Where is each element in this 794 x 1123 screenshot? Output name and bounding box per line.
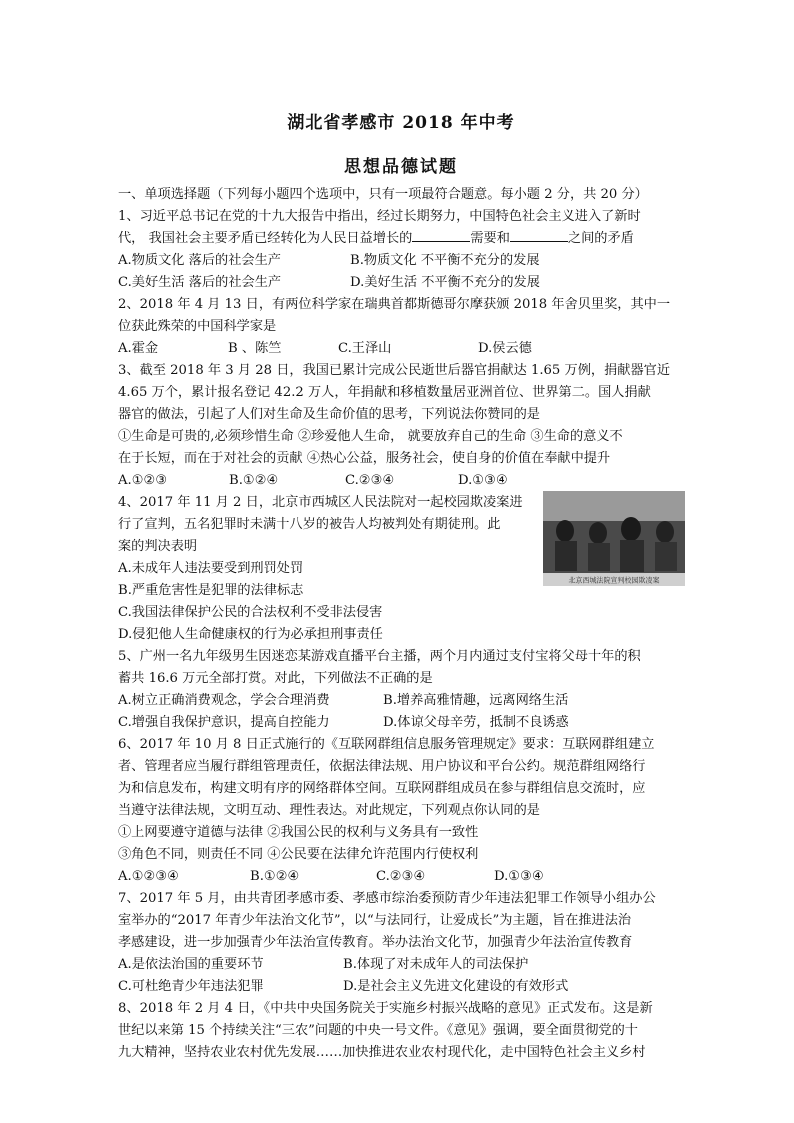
photo-person (655, 542, 677, 571)
q5-stem-line: 5、广州一名九年级男生因迷恋某游戏直播平台主播，两个月内通过支付宝将父母十年的积 (118, 649, 641, 664)
page-subtitle: 思想品德试题 (344, 157, 458, 177)
q6-options (118, 866, 684, 888)
q3-option-d: D.①③④ (458, 473, 508, 488)
q5-option-b: B.增养高雅情趣，远离网络生活 (383, 693, 569, 708)
question-list (118, 184, 684, 1064)
q7-option-d: D.是社会主义先进文化建设的有效形式 (343, 979, 569, 994)
q4-option-c: C.我国法律保护公民的合法权利不受非法侵害 (118, 605, 383, 620)
q4-option-b: B.严重危害性是犯罪的法律标志 (118, 583, 304, 598)
q3-stem-line: 4.65 万个，累计报名登记 42.2 万人，年捐献和移植数量居亚洲首位、世界第二。国人捐献 (118, 385, 651, 400)
photo-person (555, 541, 577, 571)
q6-stem-line: 者、管理者应当履行群组管理责任，依据法律法规、用户协议和平台公约。规范群组网络行 (118, 759, 646, 774)
photo-wall (543, 491, 685, 521)
q5-option-a: A.树立正确消费观念，学会合理消费 (118, 693, 330, 708)
q7-options (118, 954, 684, 976)
q2-option-b: B 、陈竺 (228, 341, 282, 356)
q1-option-c: C.美好生活 落后的社会生产 (118, 275, 282, 290)
q6-stem-line: ③角色不同，则责任不同 ④公民要在法律允许范围内行使权利 (118, 847, 479, 862)
courtroom-photo-drawing (543, 491, 685, 586)
q2-stem-line: 2、2018 年 4 月 13 日，有两位科学家在瑞典首都斯德哥尔摩获颁 2018 年舍贝里奖，其中一 (118, 297, 671, 312)
q7-option-a: A.是依法治国的重要环节 (118, 957, 264, 972)
q7-options (118, 976, 684, 998)
q4-stem-line: 行了宣判，五名犯罪时未满十八岁的被告人均被判处有期徒刑。此 (118, 517, 501, 532)
q7-option-b: B.体现了对未成年人的司法保护 (343, 957, 529, 972)
photo-person (556, 520, 574, 542)
q6-option-a: A.①②③④ (118, 869, 180, 884)
page-title: 湖北省孝感市 2018 年中考 (287, 113, 515, 133)
q6-stem-line: 当遵守法律法规，文明互动、理性表达。对此规定，下列观点你认同的是 (118, 803, 540, 818)
photo-caption: 北京西城法院宣判校园欺凌案 (568, 576, 660, 585)
q1-blank-2 (510, 228, 568, 242)
q2-option-d: D.侯云德 (478, 341, 532, 356)
q8-stem-line: 8、2018 年 2 月 4 日，《中共中央国务院关于实施乡村振兴战略的意见》正式发布。这是新 (118, 1001, 653, 1016)
section-heading: 一、单项选择题（下列每小题四个选项中，只有一项最符合题意。每小题 2 分，共 20 分） (118, 187, 648, 202)
q3-stem-line: 3、截至 2018 年 3 月 28 日，我国已累计完成公民逝世后器官捐献达 1.65 万例，捐献器官近 (118, 363, 671, 378)
q5-options (118, 712, 684, 734)
q3-stem-line: ①生命是可贵的,必须珍惜生命 ②珍爱他人生命， 就要放弃自己的生命 ③生命的意义不 (118, 429, 623, 444)
q2-options (118, 338, 684, 360)
q1-stem-text: 需要和 (470, 231, 510, 246)
q1-option-b: B.物质文化 不平衡不充分的发展 (350, 253, 540, 268)
q1-option-a: A.物质文化 落后的社会生产 (118, 253, 281, 268)
q3-option-c: C.②③④ (345, 473, 395, 488)
q2-option-c: C.王泽山 (338, 341, 392, 356)
q1-stem-text: 之间的矛盾 (567, 231, 634, 246)
q6-stem-line: ①上网要遵守道德与法律 ②我国公民的权利与义务具有一致性 (118, 825, 479, 840)
q3-stem-line: 器官的做法，引起了人们对生命及生命价值的思考，下列说法你赞同的是 (118, 407, 540, 422)
q1-stem-text: 代， 我国社会主要矛盾已经转化为人民日益增长的 (118, 231, 413, 246)
q3-option-a: A.①②③ (118, 473, 168, 488)
q1-option-d: D.美好生活 不平衡不充分的发展 (350, 275, 540, 290)
q1-stem-line: 1、习近平总书记在党的十九大报告中指出，经过长期努力，中国特色社会主义进入了新时 (118, 209, 641, 224)
q4-stem-line: 案的判决表明 (118, 539, 198, 554)
q4-stem-line: 4、2017 年 11 月 2 日，北京市西城区人民法院对一起校园欺凌案进 (118, 495, 523, 510)
q5-option-d: D.体谅父母辛劳，抵制不良诱惑 (383, 715, 569, 730)
q1-stem-line (118, 228, 684, 250)
q1-blank-1 (412, 228, 470, 242)
q1-options (118, 272, 684, 294)
q8-stem-line: 世纪以来第 15 个持续关注“三农”问题的中央一号文件。《意见》强调，要全面贯彻党的十 (118, 1023, 638, 1038)
q3-options (118, 470, 684, 492)
q3-option-b: B.①②④ (229, 473, 279, 488)
courtroom-photo (543, 491, 685, 586)
q7-stem-line: 7、2017 年 5 月，由共青团孝感市委、孝感市综治委预防青少年违法犯罪工作领导小组办公 (118, 891, 656, 906)
photo-person (656, 521, 674, 543)
q4-option-d: D.侵犯他人生命健康权的行为必承担刑事责任 (118, 627, 383, 642)
q1-options (118, 250, 684, 272)
q6-option-c: C.②③④ (376, 869, 426, 884)
photo-person (589, 522, 607, 544)
q6-option-d: D.①③④ (494, 869, 544, 884)
q7-stem-line: 孝感建设，进一步加强青少年法治宣传教育。举办法治文化节，加强青少年法治宣传教育 (118, 935, 633, 950)
q5-stem-line: 蓄共 16.6 万元全部打赏。对此，下列做法不正确的是 (118, 671, 433, 686)
q5-option-c: C.增强自我保护意识，提高自控能力 (118, 715, 330, 730)
q6-stem-line: 6、2017 年 10 月 8 日正式施行的《互联网群组信息服务管理规定》要求：互联网群组建立 (118, 737, 655, 752)
photo-person (620, 540, 644, 572)
q6-stem-line: 为和信息发布，构建文明有序的网络群体空间。互联网群组成员在参与群组信息交流时，应 (118, 781, 646, 796)
q5-options (118, 690, 684, 712)
photo-person (588, 543, 610, 571)
q7-option-c: C.可杜绝青少年违法犯罪 (118, 979, 264, 994)
q3-stem-line: 在于长短，而在于对社会的贡献 ④热心公益，服务社会，使自身的价值在奉献中提升 (118, 451, 611, 466)
q4-option-a: A.未成年人违法要受到刑罚处罚 (118, 561, 304, 576)
q2-stem-line: 位获此殊荣的中国科学家是 (118, 319, 277, 334)
photo-person (621, 517, 641, 541)
q7-stem-line: 室举办的“2017 年青少年法治文化节”，以“与法同行，让爱成长”为主题，旨在推进法治 (118, 913, 632, 928)
q8-stem-line: 九大精神，坚持农业农村优先发展……加快推进农业农村现代化，走中国特色社会主义乡村 (118, 1045, 646, 1060)
q6-option-b: B.①②④ (250, 869, 300, 884)
q2-option-a: A.霍金 (118, 341, 159, 356)
